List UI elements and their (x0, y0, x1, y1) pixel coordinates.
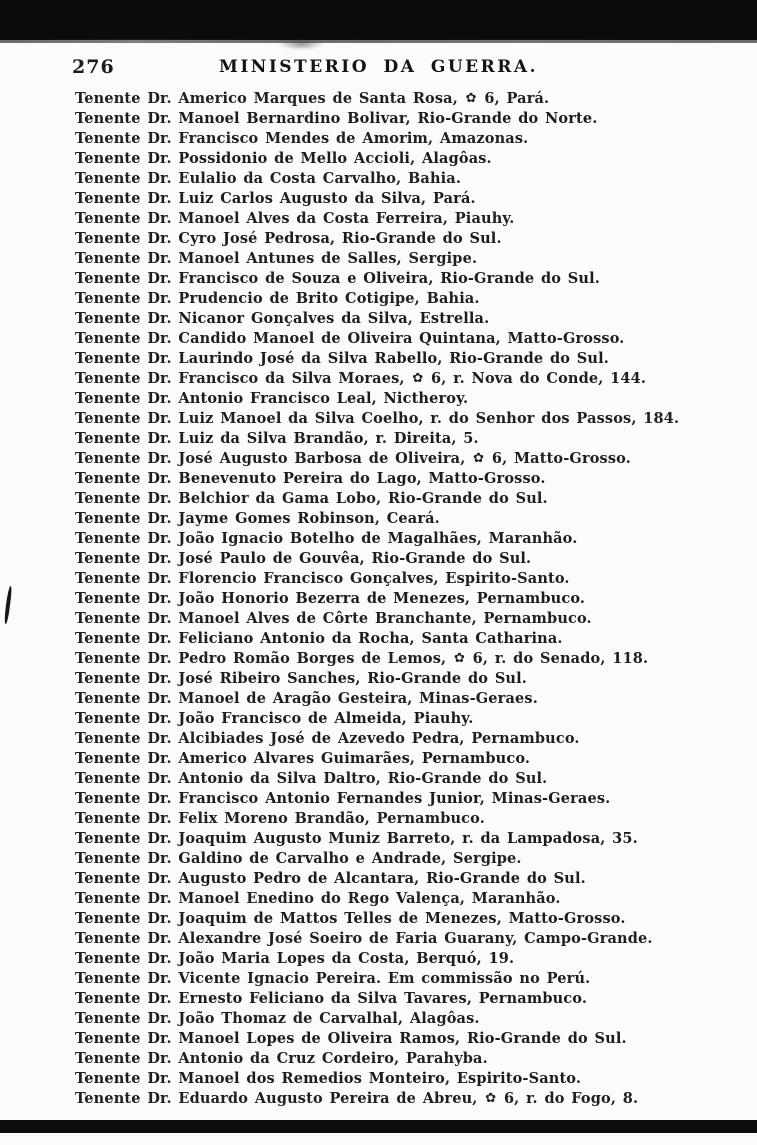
entry-line (75, 809, 715, 829)
entry-line (75, 229, 715, 249)
entry-text: Tenente Dr. Antonio da Silva Daltro, Rio-Grande do Sul. (75, 770, 548, 787)
entry-line (75, 689, 715, 709)
entry-line (75, 249, 715, 269)
entry-text: Tenente Dr. Alexandre José Soeiro de Faria Guarany, Campo-Grande. (75, 930, 653, 947)
entry-text: Tenente Dr. José Paulo de Gouvêa, Rio-Grande do Sul. (75, 550, 532, 567)
entry-line (75, 149, 715, 169)
entry-text: Tenente Dr. Francisco Antonio Fernandes Junior, Minas-Geraes. (75, 790, 611, 807)
entry-text: Tenente Dr. Feliciano Antonio da Rocha, Santa Catharina. (75, 630, 563, 647)
entry-line (75, 629, 715, 649)
entry-line (75, 869, 715, 889)
entry-line (75, 549, 715, 569)
entry-text: Tenente Dr. Eulalio da Costa Carvalho, Bahia. (75, 170, 462, 187)
scan-bottom-edge (0, 1120, 757, 1133)
entry-text: Tenente Dr. Americo Alvares Guimarães, Pernambuco. (75, 750, 531, 767)
entry-text: Tenente Dr. João Maria Lopes da Costa, Berquó, 19. (75, 950, 515, 967)
entry-text: Tenente Dr. Manoel de Aragão Gesteira, Minas-Geraes. (75, 690, 538, 707)
entry-line (75, 709, 715, 729)
entry-text: Tenente Dr. Laurindo José da Silva Rabello, Rio-Grande do Sul. (75, 350, 609, 367)
entry-text: Tenente Dr. Pedro Romão Borges de Lemos, (75, 650, 453, 667)
scan-top-edge-ragged (0, 39, 757, 43)
entry-text: Tenente Dr. João Honorio Bezerra de Menezes, Pernambuco. (75, 590, 586, 607)
entry-text: Tenente Dr. Candido Manoel de Oliveira Quintana, Matto-Grosso. (75, 330, 625, 347)
entry-line (75, 969, 715, 989)
entry-text: Tenente Dr. Galdino de Carvalho e Andrade, Sergipe. (75, 850, 522, 867)
entry-line (75, 669, 715, 689)
entry-text: Tenente Dr. Luiz Carlos Augusto da Silva, Pará. (75, 190, 476, 207)
entry-line (75, 369, 715, 389)
page-title: MINISTERIO DA GUERRA. (219, 57, 538, 77)
entry-line (75, 769, 715, 789)
entry-text: Tenente Dr. Benevenuto Pereira do Lago, Matto-Grosso. (75, 470, 546, 487)
entry-text: Tenente Dr. José Augusto Barbosa de Oliveira, (75, 450, 473, 467)
entry-line (75, 389, 715, 409)
entry-line (75, 989, 715, 1009)
entry-text: Tenente Dr. Belchior da Gama Lobo, Rio-Grande do Sul. (75, 490, 548, 507)
entry-line (75, 309, 715, 329)
page-number: 276 (72, 56, 115, 78)
entry-text: Tenente Dr. Manoel dos Remedios Monteiro, Espirito-Santo. (75, 1070, 582, 1087)
entry-text: Tenente Dr. João Thomaz de Carvalhal, Alagôas. (75, 1010, 480, 1027)
entry-text: Tenente Dr. Francisco da Silva Moraes, (75, 370, 412, 387)
entry-text: Tenente Dr. Francisco de Souza e Oliveira, Rio-Grande do Sul. (75, 270, 600, 287)
medal-icon: ✿ (412, 371, 424, 386)
entry-line (75, 89, 715, 109)
entry-text-after-medal: 6, Pará. (477, 90, 550, 107)
entry-line (75, 1069, 715, 1089)
medal-icon: ✿ (473, 451, 485, 466)
entry-text: Tenente Dr. Antonio da Cruz Cordeiro, Parahyba. (75, 1050, 488, 1067)
entry-text: Tenente Dr. João Ignacio Botelho de Magalhães, Maranhão. (75, 530, 578, 547)
entry-text: Tenente Dr. Vicente Ignacio Pereira. Em commissão no Perú. (75, 970, 591, 987)
entry-line (75, 1049, 715, 1069)
entry-line (75, 789, 715, 809)
entry-text: Tenente Dr. Prudencio de Brito Cotigipe, Bahia. (75, 290, 480, 307)
entry-line (75, 929, 715, 949)
entry-text-after-medal: 6, r. do Senado, 118. (465, 650, 649, 667)
entry-text-after-medal: 6, r. do Fogo, 8. (497, 1090, 639, 1107)
entry-line (75, 429, 715, 449)
entry-line (75, 129, 715, 149)
entries-list (75, 89, 715, 1109)
entry-text-after-medal: 6, Matto-Grosso. (485, 450, 631, 467)
entry-text: Tenente Dr. Augusto Pedro de Alcantara, Rio-Grande do Sul. (75, 870, 586, 887)
medal-icon: ✿ (485, 1091, 497, 1106)
entry-text: Tenente Dr. Joaquim Augusto Muniz Barreto, r. da Lampadosa, 35. (75, 830, 638, 847)
entry-text: Tenente Dr. Luiz Manoel da Silva Coelho, r. do Senhor dos Passos, 184. (75, 410, 680, 427)
entry-text: Tenente Dr. Manoel Antunes de Salles, Sergipe. (75, 250, 478, 267)
entry-text: Tenente Dr. Ernesto Feliciano da Silva Tavares, Pernambuco. (75, 990, 588, 1007)
entry-line (75, 1089, 715, 1109)
entry-line (75, 849, 715, 869)
entry-text: Tenente Dr. Luiz da Silva Brandão, r. Direita, 5. (75, 430, 479, 447)
ink-smudge (278, 38, 324, 50)
entry-text: Tenente Dr. Americo Marques de Santa Rosa, (75, 90, 465, 107)
entry-line (75, 949, 715, 969)
entry-line (75, 109, 715, 129)
entry-line (75, 209, 715, 229)
entry-line (75, 749, 715, 769)
entry-text: Tenente Dr. Manoel Enedino do Rego Valença, Maranhão. (75, 890, 561, 907)
entry-text: Tenente Dr. Felix Moreno Brandão, Pernambuco. (75, 810, 485, 827)
entry-line (75, 829, 715, 849)
entry-line (75, 649, 715, 669)
entry-text: Tenente Dr. Antonio Francisco Leal, Nictheroy. (75, 390, 469, 407)
entry-line (75, 609, 715, 629)
entry-text: Tenente Dr. Alcibiades José de Azevedo Pedra, Pernambuco. (75, 730, 580, 747)
entry-line (75, 569, 715, 589)
entry-text: Tenente Dr. Eduardo Augusto Pereira de Abreu, (75, 1090, 485, 1107)
entry-line (75, 289, 715, 309)
page-header (0, 56, 757, 82)
entry-line (75, 189, 715, 209)
entry-line (75, 449, 715, 469)
entry-text: Tenente Dr. Manoel Alves de Côrte Branchante, Pernambuco. (75, 610, 592, 627)
entry-text: Tenente Dr. Florencio Francisco Gonçalves, Espirito-Santo. (75, 570, 570, 587)
medal-icon: ✿ (453, 651, 465, 666)
entry-text: Tenente Dr. Francisco Mendes de Amorim, Amazonas. (75, 130, 529, 147)
entry-line (75, 909, 715, 929)
entry-text: Tenente Dr. João Francisco de Almeida, Piauhy. (75, 710, 474, 727)
entry-text: Tenente Dr. Manoel Lopes de Oliveira Ramos, Rio-Grande do Sul. (75, 1030, 627, 1047)
entry-line (75, 529, 715, 549)
scan-top-edge (0, 0, 757, 40)
entry-text: Tenente Dr. Cyro José Pedrosa, Rio-Grande do Sul. (75, 230, 502, 247)
entry-text: Tenente Dr. Joaquim de Mattos Telles de Menezes, Matto-Grosso. (75, 910, 626, 927)
entry-text: Tenente Dr. Nicanor Gonçalves da Silva, Estrella. (75, 310, 490, 327)
entry-line (75, 509, 715, 529)
entry-line (75, 169, 715, 189)
entry-line (75, 489, 715, 509)
entry-line (75, 349, 715, 369)
entry-line (75, 589, 715, 609)
entry-line (75, 269, 715, 289)
entry-text-after-medal: 6, r. Nova do Conde, 144. (424, 370, 647, 387)
medal-icon: ✿ (465, 91, 477, 106)
entry-line (75, 1009, 715, 1029)
entry-text: Tenente Dr. Possidonio de Mello Accioli, Alagôas. (75, 150, 492, 167)
entry-text: Tenente Dr. Manoel Bernardino Bolivar, Rio-Grande do Norte. (75, 110, 598, 127)
entry-line (75, 329, 715, 349)
entry-line (75, 889, 715, 909)
entry-line (75, 729, 715, 749)
entry-text: Tenente Dr. Jayme Gomes Robinson, Ceará. (75, 510, 440, 527)
entry-line (75, 409, 715, 429)
entry-text: Tenente Dr. Manoel Alves da Costa Ferreira, Piauhy. (75, 210, 515, 227)
entry-line (75, 1029, 715, 1049)
entry-text: Tenente Dr. José Ribeiro Sanches, Rio-Grande do Sul. (75, 670, 527, 687)
ink-mark (4, 586, 13, 624)
entry-line (75, 469, 715, 489)
